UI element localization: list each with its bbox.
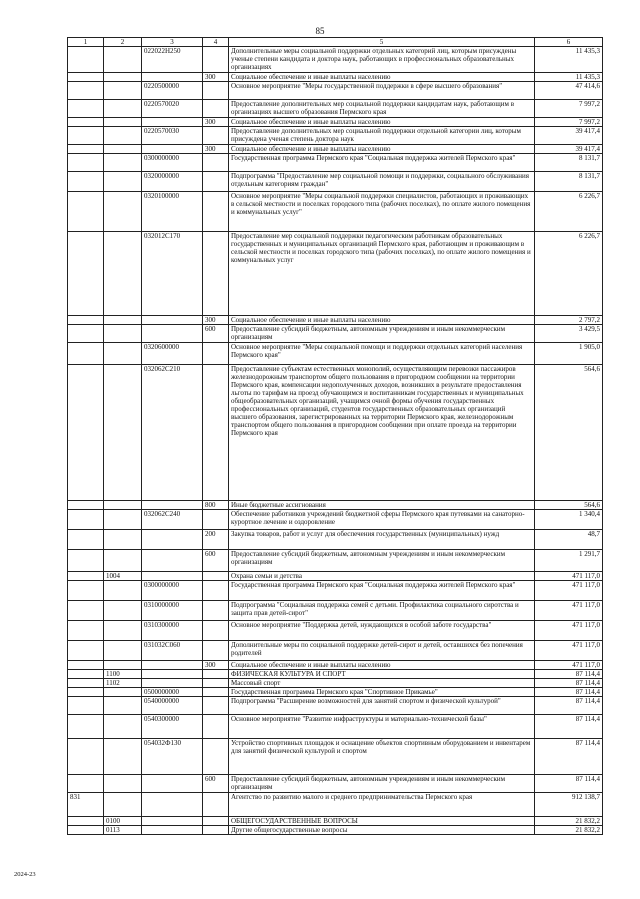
table-row (68, 82, 603, 100)
cell-c4 (203, 817, 229, 826)
cell-c4: 300 (203, 118, 229, 127)
cell-c6: 471 117,0 (535, 621, 603, 641)
cell-c1 (68, 572, 104, 581)
cell-c2 (104, 775, 142, 793)
cell-c2 (104, 550, 142, 572)
cell-c4: 600 (203, 550, 229, 572)
cell-c5: ФИЗИЧЕСКАЯ КУЛЬТУРА И СПОРТ (229, 670, 535, 679)
cell-c4 (203, 343, 229, 365)
cell-c4 (203, 192, 229, 232)
cell-c1 (68, 118, 104, 127)
cell-c1 (68, 601, 104, 621)
cell-c5: Предоставление субъектам естественных монополий, осуществляющим перевозки пассажиров железнодорожным транспортом общего пользования в пригородном сообщении на территории Пермского края, компенсации недополученных доходов, возникших в результате предоставления льготы по тарифам на проезд обучающимся и воспитанникам государственных и муниципальных общеобразовательных организаций, учащимся очной формы обучения государственных профессиональных организаций, студентов государственных образовательных организаций высшего образования, зарегистрированных на территории Пермского края, железнодорожным транспортом общего пользования в пригородном сообщении при оплате проезда на территории Пермского края (229, 365, 535, 501)
cell-c6: 87 114,4 (535, 679, 603, 688)
cell-c5: Государственная программа Пермского края "Социальная поддержка жителей Пермского края" (229, 581, 535, 601)
table-row (68, 47, 603, 73)
header-cell: 3 (142, 38, 203, 47)
table-row (68, 365, 603, 501)
cell-c3 (142, 817, 203, 826)
cell-c1 (68, 100, 104, 118)
table-row (68, 232, 603, 316)
cell-c6: 21 832,2 (535, 817, 603, 826)
cell-c2 (104, 530, 142, 550)
cell-c5: Охрана семьи и детства (229, 572, 535, 581)
table-row (68, 118, 603, 127)
cell-c2 (104, 192, 142, 232)
cell-c2 (104, 661, 142, 670)
cell-c5: Иные бюджетные ассигнования (229, 501, 535, 510)
table-row (68, 73, 603, 82)
cell-c1 (68, 365, 104, 501)
cell-c6: 1 905,0 (535, 343, 603, 365)
header-cell: 6 (535, 38, 603, 47)
cell-c4: 600 (203, 325, 229, 343)
cell-c1 (68, 510, 104, 530)
cell-c1 (68, 172, 104, 192)
table-row (68, 826, 603, 835)
cell-c2 (104, 581, 142, 601)
cell-c6: 87 114,4 (535, 697, 603, 715)
cell-c5: Социальное обеспечение и иные выплаты населению (229, 145, 535, 154)
cell-c6: 8 131,7 (535, 172, 603, 192)
cell-c6: 39 417,4 (535, 127, 603, 145)
cell-c2 (104, 232, 142, 316)
footer-code: 2024-23 (14, 871, 36, 878)
cell-c6: 912 138,7 (535, 793, 603, 817)
cell-c6: 564,6 (535, 365, 603, 501)
cell-c1 (68, 530, 104, 550)
cell-c3: 032062С240 (142, 510, 203, 530)
cell-c1 (68, 661, 104, 670)
cell-c5: Государственная программа Пермского края "Спортивное Прикамье" (229, 688, 535, 697)
cell-c4 (203, 154, 229, 172)
table-row (68, 641, 603, 661)
cell-c5: Государственная программа Пермского края "Социальная поддержка жителей Пермского края" (229, 154, 535, 172)
cell-c5: Предоставление субсидий бюджетным, автономным учреждениям и иным некоммерческим организациям (229, 325, 535, 343)
cell-c6: 471 117,0 (535, 601, 603, 621)
table-row (68, 601, 603, 621)
cell-c5: Основное мероприятие "Меры государственной поддержки в сфере высшего образования" (229, 82, 535, 100)
cell-c6: 87 114,4 (535, 670, 603, 679)
cell-c2 (104, 325, 142, 343)
cell-c5: Дополнительные меры по социальной поддержке детей-сирот и детей, оставшихся без попечения родителей (229, 641, 535, 661)
header-row (68, 38, 603, 47)
cell-c6: 7 997,2 (535, 118, 603, 127)
cell-c4 (203, 739, 229, 775)
cell-c2 (104, 365, 142, 501)
page-number: 85 (315, 26, 325, 36)
cell-c1 (68, 232, 104, 316)
table-row (68, 145, 603, 154)
cell-c3 (142, 793, 203, 817)
cell-c4 (203, 365, 229, 501)
cell-c3 (142, 118, 203, 127)
table-row (68, 572, 603, 581)
table-row (68, 817, 603, 826)
table-row (68, 154, 603, 172)
cell-c6: 6 226,7 (535, 192, 603, 232)
header-cell: 4 (203, 38, 229, 47)
table-row (68, 100, 603, 118)
cell-c3: 0220500000 (142, 82, 203, 100)
cell-c2 (104, 316, 142, 325)
cell-c1 (68, 82, 104, 100)
cell-c4 (203, 232, 229, 316)
cell-c5: Подпрограмма "Предоставление мер социальной помощи и поддержки, социального обслуживания отдельным категориям граждан" (229, 172, 535, 192)
cell-c3: 032012С170 (142, 232, 203, 316)
cell-c3 (142, 316, 203, 325)
header-cell: 5 (229, 38, 535, 47)
cell-c6: 8 131,7 (535, 154, 603, 172)
table-row (68, 127, 603, 145)
cell-c4 (203, 697, 229, 715)
cell-c2 (104, 601, 142, 621)
cell-c1 (68, 343, 104, 365)
cell-c1 (68, 679, 104, 688)
cell-c2: 1102 (104, 679, 142, 688)
cell-c1 (68, 715, 104, 739)
cell-c1 (68, 641, 104, 661)
table-row (68, 343, 603, 365)
cell-c2 (104, 621, 142, 641)
cell-c3 (142, 530, 203, 550)
cell-c3 (142, 670, 203, 679)
cell-c1 (68, 550, 104, 572)
table-row (68, 688, 603, 697)
cell-c2 (104, 127, 142, 145)
cell-c6: 11 435,3 (535, 73, 603, 82)
cell-c1 (68, 826, 104, 835)
cell-c2 (104, 510, 142, 530)
cell-c3: 0540300000 (142, 715, 203, 739)
cell-c4: 800 (203, 501, 229, 510)
cell-c6: 87 114,4 (535, 715, 603, 739)
cell-c1 (68, 670, 104, 679)
cell-c2 (104, 100, 142, 118)
table-row (68, 739, 603, 775)
cell-c2 (104, 172, 142, 192)
header-cell: 1 (68, 38, 104, 47)
cell-c5: Социальное обеспечение и иные выплаты населению (229, 316, 535, 325)
cell-c4 (203, 47, 229, 73)
table-row (68, 670, 603, 679)
cell-c2 (104, 145, 142, 154)
cell-c3 (142, 73, 203, 82)
cell-c3: 0220570020 (142, 100, 203, 118)
cell-c4: 300 (203, 661, 229, 670)
cell-c5: Подпрограмма "Расширение возможностей для занятий спортом и физической культурой" (229, 697, 535, 715)
cell-c5: ОБЩЕГОСУДАРСТВЕННЫЕ ВОПРОСЫ (229, 817, 535, 826)
cell-c5: Другие общегосударственные вопросы (229, 826, 535, 835)
cell-c2: 0113 (104, 826, 142, 835)
cell-c5: Основное мероприятие "Поддержка детей, нуждающихся в особой заботе государства" (229, 621, 535, 641)
table-row (68, 581, 603, 601)
table-row (68, 550, 603, 572)
table-row (68, 510, 603, 530)
cell-c2 (104, 343, 142, 365)
table-row (68, 775, 603, 793)
cell-c1 (68, 73, 104, 82)
cell-c3 (142, 775, 203, 793)
cell-c4 (203, 82, 229, 100)
table-row (68, 316, 603, 325)
cell-c4 (203, 100, 229, 118)
cell-c1 (68, 47, 104, 73)
cell-c4 (203, 679, 229, 688)
header-cell: 2 (104, 38, 142, 47)
cell-c1 (68, 697, 104, 715)
cell-c5: Предоставление мер социальной поддержки педагогическим работникам образовательных государственных и муниципальных организаций Пермского края, работающим и проживающим в сельской местности и поселках городского типа (рабочих поселках), по оплате жилого помещения и коммунальных услуг (229, 232, 535, 316)
cell-c1 (68, 192, 104, 232)
table-row (68, 697, 603, 715)
cell-c6: 2 797,2 (535, 316, 603, 325)
cell-c5: Обеспечение работников учреждений бюджетной сферы Пермского края путевками на санаторно-курортное лечение и оздоровление (229, 510, 535, 530)
cell-c5: Предоставление субсидий бюджетным, автономным учреждениям и иным некоммерческим организациям (229, 550, 535, 572)
table-row (68, 679, 603, 688)
table-row (68, 192, 603, 232)
cell-c5: Социальное обеспечение и иные выплаты населению (229, 661, 535, 670)
cell-c5: Дополнительные меры социальной поддержки отдельных категорий лиц, которым присуждены ученые степени кандидата и доктора наук, работающих в профессиональных образовательных организациях (229, 47, 535, 73)
cell-c6: 11 435,3 (535, 47, 603, 73)
cell-c1 (68, 316, 104, 325)
table-row (68, 621, 603, 641)
cell-c5: Устройство спортивных площадок и оснащение объектов спортивным оборудованием и инвентарем для занятий физической культурой и спортом (229, 739, 535, 775)
cell-c3: 0220570030 (142, 127, 203, 145)
cell-c6: 1 340,4 (535, 510, 603, 530)
table-row (68, 172, 603, 192)
cell-c3: 0500000000 (142, 688, 203, 697)
cell-c5: Социальное обеспечение и иные выплаты населению (229, 73, 535, 82)
cell-c6: 21 832,2 (535, 826, 603, 835)
cell-c1 (68, 145, 104, 154)
cell-c6: 48,7 (535, 530, 603, 550)
cell-c4 (203, 621, 229, 641)
table-row (68, 661, 603, 670)
budget-table (67, 37, 603, 835)
cell-c6: 87 114,4 (535, 739, 603, 775)
cell-c4 (203, 581, 229, 601)
cell-c2: 1004 (104, 572, 142, 581)
cell-c4 (203, 688, 229, 697)
cell-c1 (68, 621, 104, 641)
cell-c5: Основное мероприятие "Развитие инфраструктуры и материально-технической базы" (229, 715, 535, 739)
cell-c4 (203, 510, 229, 530)
cell-c3: 0300000000 (142, 581, 203, 601)
cell-c3: 022022Н250 (142, 47, 203, 73)
cell-c3: 0310300000 (142, 621, 203, 641)
cell-c1 (68, 817, 104, 826)
cell-c2 (104, 47, 142, 73)
cell-c2 (104, 73, 142, 82)
cell-c1 (68, 775, 104, 793)
cell-c6: 471 117,0 (535, 661, 603, 670)
cell-c3 (142, 550, 203, 572)
cell-c5: Подпрограмма "Социальная поддержка семей с детьми. Профилактика социального сиротства и защита прав детей-сирот" (229, 601, 535, 621)
cell-c3: 0320600000 (142, 343, 203, 365)
cell-c6: 87 114,4 (535, 775, 603, 793)
cell-c6: 471 117,0 (535, 572, 603, 581)
cell-c3 (142, 679, 203, 688)
cell-c3 (142, 826, 203, 835)
cell-c4 (203, 601, 229, 621)
cell-c2 (104, 154, 142, 172)
cell-c3: 031032С060 (142, 641, 203, 661)
cell-c3 (142, 325, 203, 343)
cell-c2: 1100 (104, 670, 142, 679)
cell-c3: 032062С210 (142, 365, 203, 501)
cell-c6: 471 117,0 (535, 581, 603, 601)
cell-c5: Закупка товаров, работ и услуг для обеспечения государственных (муниципальных) нужд (229, 530, 535, 550)
cell-c3: 0320000000 (142, 172, 203, 192)
cell-c3: 054032Ф130 (142, 739, 203, 775)
cell-c4 (203, 715, 229, 739)
cell-c1 (68, 154, 104, 172)
cell-c3 (142, 501, 203, 510)
cell-c5: Предоставление дополнительных мер социальной поддержки отдельной категории лиц, которым присуждена ученая степень доктора наук (229, 127, 535, 145)
cell-c1 (68, 739, 104, 775)
cell-c3: 0300000000 (142, 154, 203, 172)
cell-c4: 600 (203, 775, 229, 793)
cell-c4 (203, 172, 229, 192)
table-row (68, 793, 603, 817)
cell-c2 (104, 82, 142, 100)
table-row (68, 501, 603, 510)
cell-c6: 47 414,6 (535, 82, 603, 100)
cell-c5: Массовый спорт (229, 679, 535, 688)
cell-c3: 0310000000 (142, 601, 203, 621)
cell-c4 (203, 670, 229, 679)
cell-c4: 200 (203, 530, 229, 550)
cell-c6: 6 226,7 (535, 232, 603, 316)
cell-c2: 0100 (104, 817, 142, 826)
cell-c2 (104, 641, 142, 661)
table-row (68, 715, 603, 739)
cell-c5: Социальное обеспечение и иные выплаты населению (229, 118, 535, 127)
cell-c5: Предоставление субсидий бюджетным, автономным учреждениям и иным некоммерческим организациям (229, 775, 535, 793)
cell-c4: 300 (203, 316, 229, 325)
cell-c2 (104, 739, 142, 775)
table-row (68, 530, 603, 550)
cell-c1 (68, 688, 104, 697)
cell-c1 (68, 581, 104, 601)
cell-c4 (203, 826, 229, 835)
cell-c1 (68, 501, 104, 510)
cell-c5: Основное мероприятие "Меры социальной поддержки специалистов, работающих и проживающих в сельской местности и поселках городского типа (рабочих поселках), по оплате жилого помещения и коммунальных услуг" (229, 192, 535, 232)
cell-c4 (203, 127, 229, 145)
cell-c6: 39 417,4 (535, 145, 603, 154)
cell-c1: 831 (68, 793, 104, 817)
cell-c6: 87 114,4 (535, 688, 603, 697)
cell-c2 (104, 697, 142, 715)
cell-c6: 1 291,7 (535, 550, 603, 572)
cell-c3 (142, 661, 203, 670)
cell-c2 (104, 118, 142, 127)
cell-c4: 300 (203, 145, 229, 154)
cell-c2 (104, 501, 142, 510)
cell-c3: 0320100000 (142, 192, 203, 232)
cell-c5: Предоставление дополнительных мер социальной поддержки кандидатам наук, работающим в организациях высшего образования Пермского края (229, 100, 535, 118)
cell-c6: 471 117,0 (535, 641, 603, 661)
cell-c3 (142, 572, 203, 581)
cell-c6: 7 997,2 (535, 100, 603, 118)
table-row (68, 325, 603, 343)
cell-c2 (104, 793, 142, 817)
cell-c6: 564,6 (535, 501, 603, 510)
cell-c1 (68, 127, 104, 145)
cell-c3: 0540000000 (142, 697, 203, 715)
cell-c5: Агентство по развитию малого и среднего предпринимательства Пермского края (229, 793, 535, 817)
cell-c2 (104, 715, 142, 739)
cell-c5: Основное мероприятие "Меры социальной помощи и поддержки отдельных категорий населения Пермского края" (229, 343, 535, 365)
cell-c3 (142, 145, 203, 154)
cell-c1 (68, 325, 104, 343)
cell-c4 (203, 793, 229, 817)
cell-c6: 3 429,5 (535, 325, 603, 343)
cell-c2 (104, 688, 142, 697)
cell-c4: 300 (203, 73, 229, 82)
cell-c4 (203, 572, 229, 581)
cell-c4 (203, 641, 229, 661)
